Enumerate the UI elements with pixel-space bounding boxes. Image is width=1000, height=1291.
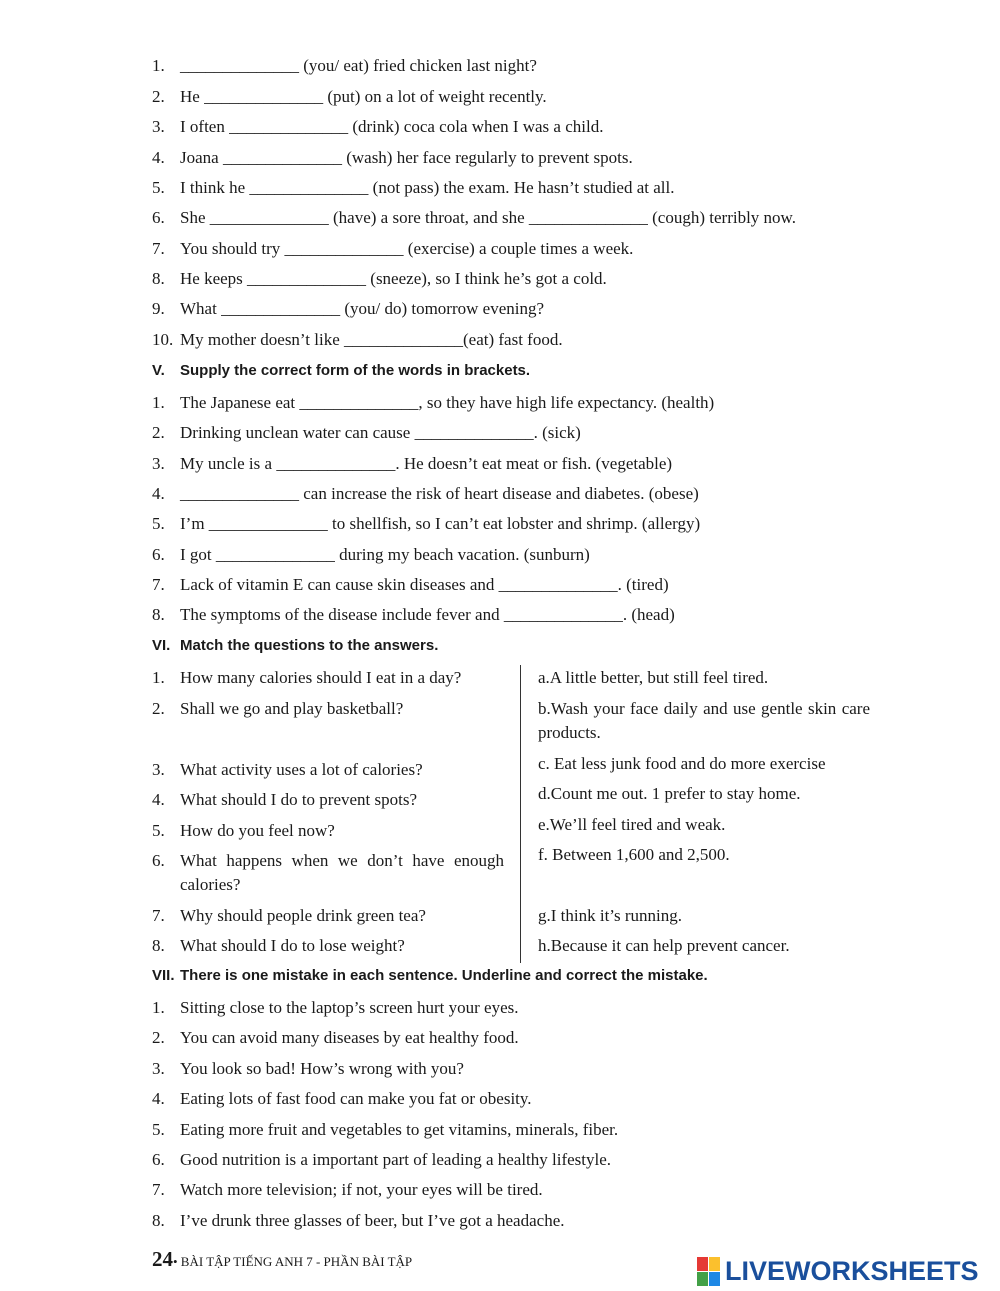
item-number: 1. <box>152 393 165 412</box>
item-number: 6. <box>152 545 165 564</box>
section-heading <box>152 966 708 986</box>
item-number: 4. <box>152 1089 165 1108</box>
exercise-item <box>152 148 633 168</box>
item-text: Drinking unclean water can cause ______________. (sick) <box>180 423 581 442</box>
exercise-item <box>152 178 675 198</box>
item-number: 7. <box>152 1180 165 1199</box>
item-text: The symptoms of the disease include fever and ______________. (head) <box>180 605 675 624</box>
match-question <box>152 819 512 843</box>
item-number: 4. <box>152 790 165 809</box>
item-number: 7. <box>152 906 165 925</box>
item-text: Eating more fruit and vegetables to get vitamins, minerals, fiber. <box>180 1120 619 1139</box>
item-number: 7. <box>152 575 165 594</box>
question-text: What should I do to lose weight? <box>180 936 405 955</box>
match-question <box>152 934 512 958</box>
section-title: Supply the correct form of the words in brackets. <box>180 362 531 379</box>
exercise-item <box>152 1180 543 1200</box>
item-number: 8. <box>152 936 165 955</box>
match-question <box>152 697 512 721</box>
exercise-item <box>152 1120 618 1140</box>
item-text: What ______________ (you/ do) tomorrow evening? <box>180 299 545 318</box>
item-text: I’ve drunk three glasses of beer, but I’ve got a headache. <box>180 1211 565 1230</box>
question-text: What activity uses a lot of calories? <box>180 760 423 779</box>
item-text: Joana ______________ (wash) her face regularly to prevent spots. <box>180 148 633 167</box>
item-number: 5. <box>152 821 165 840</box>
match-answer: b.Wash your face daily and use gentle skin care products. <box>538 699 870 742</box>
question-text: How many calories should I eat in a day? <box>180 668 462 687</box>
item-text: My mother doesn’t like ______________(eat) fast food. <box>180 330 563 349</box>
match-question <box>152 758 512 782</box>
item-number: 1. <box>152 998 165 1017</box>
liveworksheets-logo[interactable] <box>697 1254 979 1288</box>
section-title: Match the questions to the answers. <box>180 637 439 654</box>
item-text: You look so bad! How’s wrong with you? <box>180 1059 464 1078</box>
match-question <box>152 666 512 690</box>
item-text: I think he ______________ (not pass) the exam. He hasn’t studied at all. <box>180 178 675 197</box>
exercise-item <box>152 208 796 228</box>
item-number: 7. <box>152 239 165 258</box>
exercise-item <box>152 1059 464 1079</box>
item-text: I often ______________ (drink) coca cola when I was a child. <box>180 117 604 136</box>
match-question <box>152 849 512 897</box>
item-number: 6. <box>152 851 165 870</box>
item-number: 6. <box>152 1150 165 1169</box>
exercise-item <box>152 393 714 413</box>
question-text: Shall we go and play basketball? <box>180 699 404 718</box>
item-text: ______________ (you/ eat) fried chicken last night? <box>180 56 537 75</box>
exercise-item <box>152 454 672 474</box>
item-text: I got ______________ during my beach vacation. (sunburn) <box>180 545 590 564</box>
question-text: What happens when we don’t have enough calories? <box>180 851 504 894</box>
exercise-item <box>152 269 607 289</box>
match-answer: f. Between 1,600 and 2,500. <box>538 845 730 864</box>
match-answer: g.I think it’s running. <box>538 906 683 925</box>
item-number: 4. <box>152 148 165 167</box>
item-text: Sitting close to the laptop’s screen hurt your eyes. <box>180 998 519 1017</box>
section-number: VI. <box>152 637 171 654</box>
match-question <box>152 788 512 812</box>
item-number: 3. <box>152 760 165 779</box>
section-title: There is one mistake in each sentence. Underline and correct the mistake. <box>180 967 708 984</box>
match-answer: a.A little better, but still feel tired. <box>538 668 769 687</box>
match-question <box>152 904 512 928</box>
item-text: I’m ______________ to shellfish, so I can’t eat lobster and shrimp. (allergy) <box>180 514 701 533</box>
item-number: 1. <box>152 56 165 75</box>
exercise-item <box>152 56 537 76</box>
question-text: Why should people drink green tea? <box>180 906 426 925</box>
item-number: 10. <box>152 330 174 349</box>
item-text: He ______________ (put) on a lot of weight recently. <box>180 87 547 106</box>
exercise-item <box>152 1211 564 1231</box>
item-text: My uncle is a ______________. He doesn’t eat meat or fish. (vegetable) <box>180 454 673 473</box>
item-number: 6. <box>152 208 165 227</box>
item-number: 8. <box>152 605 165 624</box>
question-text: What should I do to prevent spots? <box>180 790 418 809</box>
item-number: 3. <box>152 454 165 473</box>
exercise-item <box>152 575 669 595</box>
item-number: 8. <box>152 1211 165 1230</box>
item-text: ______________ can increase the risk of heart disease and diabetes. (obese) <box>180 484 699 503</box>
exercise-item <box>152 330 563 350</box>
exercise-item <box>152 545 590 565</box>
exercise-item <box>152 423 581 443</box>
item-number: 9. <box>152 299 165 318</box>
section-heading <box>152 636 438 656</box>
item-number: 3. <box>152 1059 165 1078</box>
item-number: 3. <box>152 117 165 136</box>
item-text: Good nutrition is a important part of leading a healthy lifestyle. <box>180 1150 612 1169</box>
question-text: How do you feel now? <box>180 821 335 840</box>
exercise-item <box>152 299 544 319</box>
match-answer: d.Count me out. 1 prefer to stay home. <box>538 784 801 803</box>
item-number: 1. <box>152 668 165 687</box>
exercise-item <box>152 1028 519 1048</box>
item-text: Watch more television; if not, your eyes will be tired. <box>180 1180 543 1199</box>
exercise-item <box>152 998 519 1018</box>
item-number: 5. <box>152 178 165 197</box>
item-text: Eating lots of fast food can make you fat or obesity. <box>180 1089 532 1108</box>
exercise-item <box>152 1150 611 1170</box>
match-answer: c. Eat less junk food and do more exercise <box>538 754 826 773</box>
section-number: V. <box>152 362 165 379</box>
exercise-item <box>152 1089 532 1109</box>
exercise-item <box>152 239 633 259</box>
item-number: 2. <box>152 423 165 442</box>
item-text: You should try ______________ (exercise) a couple times a week. <box>180 239 634 258</box>
book-title: • BÀI TẬP TIẾNG ANH 7 - PHẦN BÀI TẬP <box>173 1254 413 1269</box>
item-number: 2. <box>152 1028 165 1047</box>
exercise-item <box>152 87 547 107</box>
item-text: Lack of vitamin E can cause skin diseases and ______________. (tired) <box>180 575 669 594</box>
exercise-item <box>152 514 700 534</box>
item-number: 2. <box>152 699 165 718</box>
item-text: You can avoid many diseases by eat healthy food. <box>180 1028 519 1047</box>
exercise-item <box>152 484 699 504</box>
match-answer: e.We’ll feel tired and weak. <box>538 815 726 834</box>
item-number: 5. <box>152 514 165 533</box>
item-number: 4. <box>152 484 165 503</box>
logo-text: LIVEWORKSHEETS <box>725 1256 979 1286</box>
page-footer <box>152 1247 412 1272</box>
item-number: 8. <box>152 269 165 288</box>
column-divider <box>520 665 521 963</box>
item-text: He keeps ______________ (sneeze), so I think he’s got a cold. <box>180 269 607 288</box>
section-number: VII. <box>152 967 175 984</box>
liveworksheets-logo-icon <box>697 1256 722 1286</box>
match-answer: h.Because it can help prevent cancer. <box>538 936 790 955</box>
section-heading <box>152 361 530 381</box>
item-text: She ______________ (have) a sore throat, and she ______________ (cough) terribly now. <box>180 208 796 227</box>
item-number: 5. <box>152 1120 165 1139</box>
item-number: 2. <box>152 87 165 106</box>
item-text: The Japanese eat ______________, so they have high life expectancy. (health) <box>180 393 715 412</box>
page-number: 24 <box>152 1247 173 1271</box>
exercise-item <box>152 605 675 625</box>
exercise-item <box>152 117 603 137</box>
